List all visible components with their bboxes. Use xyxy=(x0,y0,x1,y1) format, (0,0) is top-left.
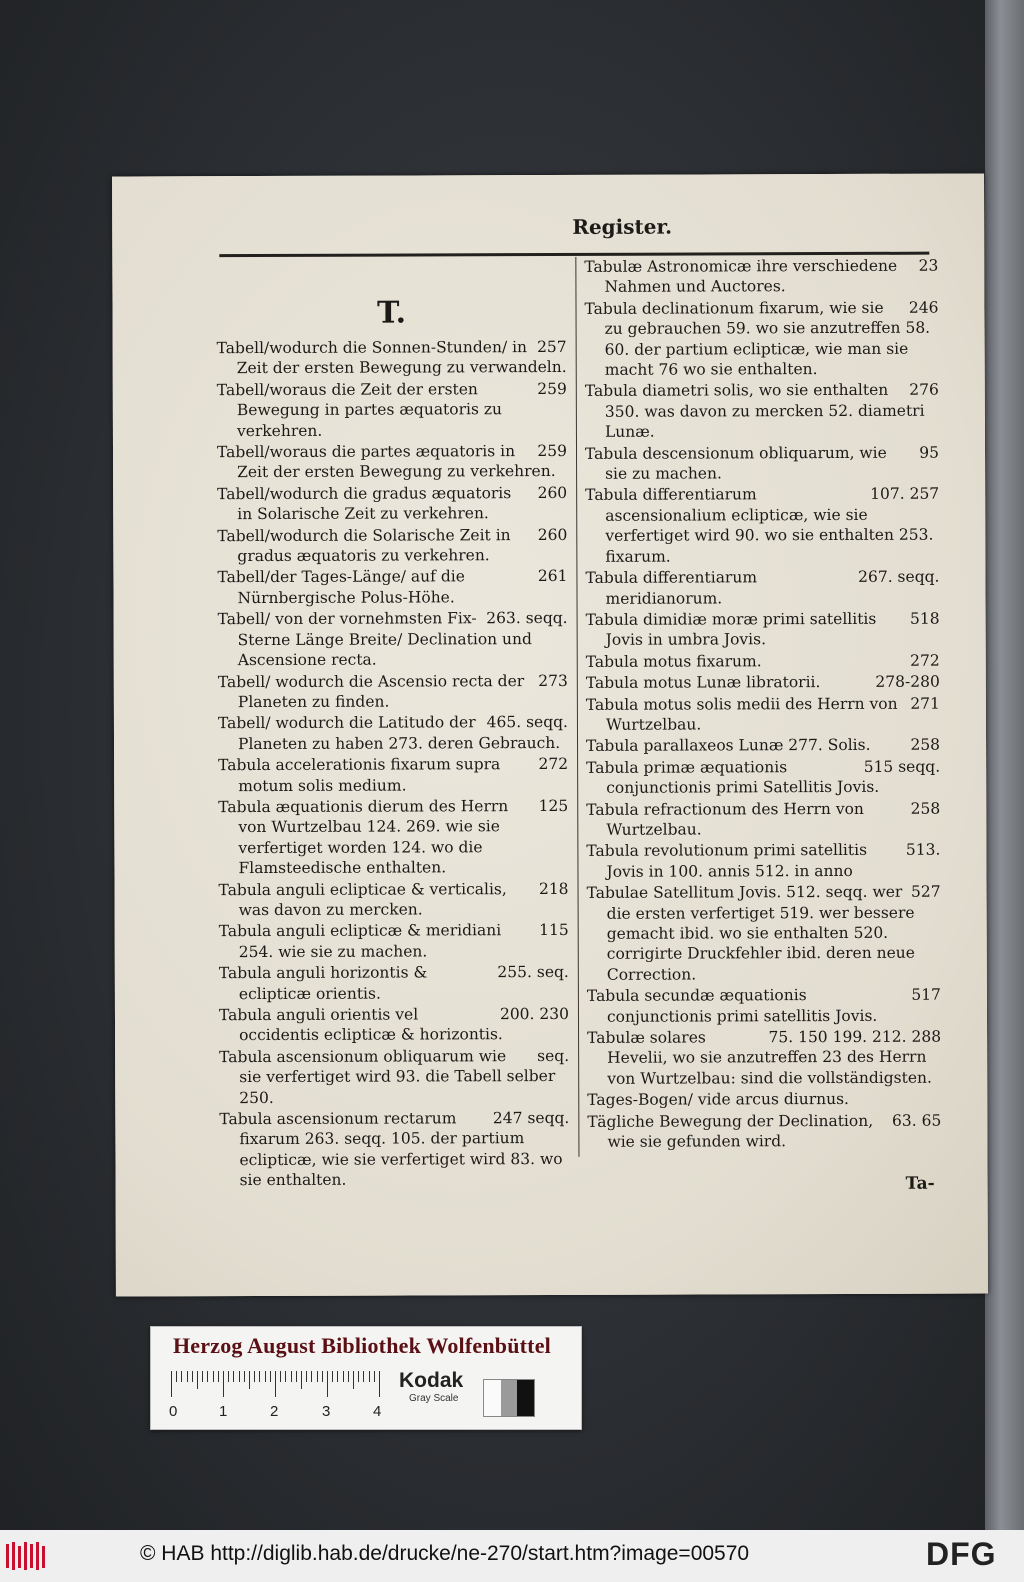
entry-text: Tabula anguli eclipticæ & meridiani 254. wie sie zu machen. xyxy=(218,921,502,961)
running-header: Register. xyxy=(572,214,673,239)
ruler-tick xyxy=(363,1371,364,1382)
swatch-black xyxy=(517,1380,534,1416)
ruler-tick xyxy=(348,1371,349,1382)
entry-page-ref: 23 xyxy=(918,256,939,275)
index-entry xyxy=(587,882,941,985)
entry-page-ref: 263. seqq. xyxy=(486,609,568,628)
entry-text: Tabulæ solares Hevelii, wo sie anzutreffen 23 des Herrn von Wurtzelbau: sind die vollständigsten. xyxy=(587,1028,932,1088)
index-entry xyxy=(586,756,940,798)
ruler-tick xyxy=(327,1371,328,1397)
index-entry xyxy=(218,796,568,879)
ruler-tick xyxy=(311,1371,312,1382)
entry-page-ref: 272 xyxy=(538,755,569,774)
ruler-tick xyxy=(254,1371,255,1382)
entry-page-ref: 272 xyxy=(910,651,940,670)
index-entry xyxy=(218,712,568,754)
index-entry xyxy=(219,1004,569,1046)
entry-text: Tägliche Bewegung der Declination, wie sie gefunden wird. xyxy=(587,1111,874,1151)
entry-text: Tabula accelerationis fixarum supra motum solis medium. xyxy=(218,755,501,795)
entry-text: Tabula anguli orientis vel occidentis eclipticæ & horizontis. xyxy=(218,1005,503,1045)
entry-text: Tabell/ wodurch die Ascensio recta der Planeten zu finden. xyxy=(217,671,525,711)
ruler-tick xyxy=(228,1371,229,1382)
swatch-white xyxy=(484,1380,501,1416)
ruler-tick xyxy=(259,1371,260,1382)
index-entry xyxy=(586,798,940,840)
entry-page-ref: 125 xyxy=(538,796,569,815)
index-entry xyxy=(585,567,939,609)
ruler-tick xyxy=(192,1371,193,1382)
ruler-tick xyxy=(213,1371,214,1382)
viewer-footer xyxy=(0,1530,1024,1582)
entry-text: Tabula primæ æquationis conjunctionis primi Satellitis Jovis. xyxy=(586,757,880,797)
ruler-tick xyxy=(379,1371,380,1397)
ruler-number: 4 xyxy=(373,1403,382,1420)
entry-text: Tabula motus Lunæ libratorii. xyxy=(585,673,821,692)
index-entry xyxy=(587,985,941,1027)
entry-text: Tabula revolutionum primi satellitis Jovis in 100. annis 512. in anno xyxy=(586,841,868,881)
ruler-tick xyxy=(291,1371,292,1382)
adjacent-page-edge xyxy=(985,0,1024,1540)
entry-page-ref: 527 xyxy=(910,882,941,901)
ruler-tick xyxy=(374,1371,375,1382)
index-entry xyxy=(587,1110,941,1152)
entry-page-ref: 257 xyxy=(537,337,567,357)
ruler-tick xyxy=(332,1371,333,1382)
entry-text: Tabulæ Astronomicæ ihre verschiedene Nahmen und Auctores. xyxy=(584,256,898,297)
index-entry xyxy=(217,379,567,441)
entry-text: Tabell/wodurch die Solarische Zeit in gradus æquatoris zu verkehren. xyxy=(217,525,511,566)
ruler-scale xyxy=(171,1371,381,1397)
ruler-tick xyxy=(275,1371,276,1397)
entry-text: Tabell/wodurch die gradus æquatoris in Solarische Zeit zu verkehren. xyxy=(217,483,512,524)
ruler-tick xyxy=(202,1371,203,1382)
ruler-tick xyxy=(197,1371,198,1389)
index-entry xyxy=(586,650,940,672)
entry-page-ref: 515 seqq. xyxy=(863,757,941,776)
column-divider xyxy=(575,257,579,1157)
entry-text: Tabula secundæ æquationis conjunctionis primi satellitis Jovis. xyxy=(586,986,878,1026)
entry-text: Tabell/der Tages-Länge/ auf die Nürnbergische Polus-Höhe. xyxy=(217,567,465,607)
ruler-tick xyxy=(285,1371,286,1382)
entry-text: Tabula parallaxeos Lunæ 277. Solis. xyxy=(586,736,871,756)
entry-text: Tabula motus fixarum. xyxy=(585,651,762,671)
index-entry xyxy=(585,484,939,567)
index-entry xyxy=(218,608,568,670)
copyright-link[interactable]: © HAB http://diglib.hab.de/drucke/ne-270/start.htm?image=00570 xyxy=(140,1542,750,1565)
entry-page-ref: 276 xyxy=(909,381,939,400)
index-entry xyxy=(217,566,567,608)
ruler-tick xyxy=(239,1371,240,1382)
entry-page-ref: 259 xyxy=(537,441,568,461)
dfg-logo: DFG xyxy=(926,1536,997,1572)
gray-scale-label: Gray Scale xyxy=(409,1393,459,1404)
ruler-tick xyxy=(171,1371,172,1397)
entry-page-ref: 273 xyxy=(538,671,568,690)
entry-page-ref: 261 xyxy=(537,567,568,586)
entry-page-ref: 258 xyxy=(910,735,941,755)
entry-text: Tabula motus solis medii des Herrn von Wurtzelbau. xyxy=(585,694,898,734)
index-entry xyxy=(586,840,940,882)
ruler-tick xyxy=(223,1371,224,1397)
entry-text: Tabula declinationum fixarum, wie sie zu gebrauchen 59. wo sie anzutreffen 58. 60. der partium eclipticæ, wie man sie macht 76 wo sie enthalten. xyxy=(584,298,931,379)
ruler-tick xyxy=(176,1371,177,1382)
ruler-tick xyxy=(369,1371,370,1382)
entry-page-ref: 95 xyxy=(919,443,940,462)
entry-page-ref: seq. xyxy=(537,1046,570,1065)
ruler-tick xyxy=(207,1371,208,1382)
ruler-tick xyxy=(358,1371,359,1382)
index-entry xyxy=(585,442,939,484)
index-entry xyxy=(217,441,567,483)
entry-text: Tabula diametri solis, wo sie enthalten 350. was davon zu mercken 52. diametri Lunæ. xyxy=(584,381,925,442)
entry-text: Tabell/woraus die Zeit der ersten Bewegung in partes æquatoris zu verkehren. xyxy=(216,380,503,440)
ruler-tick xyxy=(317,1371,318,1382)
ruler-tick xyxy=(233,1371,234,1382)
index-entry xyxy=(585,380,939,442)
entry-text: Tabell/ wodurch die Latitudo der Planeten zu haben 273. deren Gebrauch. xyxy=(217,713,561,753)
entry-page-ref: 517 xyxy=(911,985,941,1004)
index-entry xyxy=(217,337,567,379)
left-entry-list xyxy=(217,337,570,1191)
entry-page-ref: 107. 257 xyxy=(870,485,940,504)
index-entry xyxy=(584,297,938,380)
swatch-gray xyxy=(501,1380,518,1416)
ruler-tick xyxy=(244,1371,245,1382)
catchword: Ta- xyxy=(905,1173,935,1194)
entry-text: Tabell/ von der vornehmsten Fix-Sterne Länge Breite/ Declination und Ascensione recta. xyxy=(217,609,532,670)
ruler-number: 3 xyxy=(322,1403,331,1420)
index-entry xyxy=(217,525,567,567)
entry-text: Tabula refractionum des Herrn von Wurtzelbau. xyxy=(586,799,864,839)
entry-text: Tabell/wodurch die Sonnen-Stunden/ in Zeit der ersten Bewegung zu verwandeln. xyxy=(216,338,567,378)
index-entry xyxy=(217,483,567,525)
entry-page-ref: 63. 65 xyxy=(892,1111,942,1130)
right-entry-list xyxy=(584,256,941,1153)
ruler-tick xyxy=(270,1371,271,1382)
left-column xyxy=(216,295,569,1192)
ruler-number: 2 xyxy=(270,1403,279,1420)
entry-page-ref: 258 xyxy=(910,799,941,818)
entry-page-ref: 247 seqq. xyxy=(492,1108,570,1128)
index-entry xyxy=(218,670,568,712)
entry-page-ref: 115 xyxy=(539,921,569,940)
index-entry xyxy=(587,1089,941,1111)
ruler-tick xyxy=(187,1371,188,1382)
entry-page-ref: 513. xyxy=(905,841,941,860)
ruler-tick xyxy=(306,1371,307,1382)
index-entry xyxy=(584,256,938,298)
index-entry xyxy=(219,1108,569,1191)
index-entry xyxy=(219,920,569,962)
entry-page-ref: 260 xyxy=(537,525,568,544)
entry-text: Tages-Bogen/ vide arcus diurnus. xyxy=(587,1090,849,1110)
ruler-tick xyxy=(337,1371,338,1382)
section-letter: T. xyxy=(377,295,407,331)
entry-text: Tabula differentiarum meridianorum. xyxy=(585,568,758,608)
entry-text: Tabula æquationis dierum des Herrn von Wurtzelbau 124. 269. wie sie verfertiget worden 124. wo die Flamsteedische enthalten. xyxy=(218,797,509,878)
entry-text: Tabula ascensionum rectarum fixarum 263. seqq. 105. der partium eclipticæ, wie sie verfertiget wird 83. wo sie enthalten. xyxy=(219,1109,563,1190)
entry-text: Tabulae Satellitum Jovis. 512. seqq. wer die ersten verfertiget 519. wer bessere gemacht ibid. wo sie enthalten 520. corrigirte Druckfehler ibid. deren neue Correction. xyxy=(586,882,915,984)
entry-page-ref: 246 xyxy=(908,298,939,317)
ruler-tick xyxy=(249,1371,250,1389)
entry-text: Tabula anguli eclipticae & verticalis, was davon zu mercken. xyxy=(218,879,507,920)
card-title: Herzog August Bibliothek Wolfenbüttel xyxy=(173,1333,551,1358)
ruler-tick xyxy=(301,1371,302,1389)
index-entry xyxy=(587,1027,941,1089)
index-entry xyxy=(218,754,568,796)
entry-text: Tabula descensionum obliquarum, wie sie zu machen. xyxy=(584,443,887,483)
ruler-tick xyxy=(353,1371,354,1389)
entry-page-ref: 259 xyxy=(537,379,567,398)
index-entry xyxy=(219,962,569,1004)
entry-page-ref: 518 xyxy=(909,609,940,628)
index-entry xyxy=(586,693,940,735)
entry-text: Tabula ascensionum obliquarum wie sie verfertiget wird 93. die Tabell selber 250. xyxy=(219,1046,556,1107)
entry-text: Tabell/woraus die partes æquatoris in Zeit der ersten Bewegung zu verkehren. xyxy=(216,442,556,482)
index-entry xyxy=(219,878,569,920)
ruler-number: 1 xyxy=(219,1403,228,1420)
entry-page-ref: 255. seq. xyxy=(497,963,569,982)
entry-page-ref: 260 xyxy=(537,483,568,502)
entry-page-ref: 271 xyxy=(910,694,940,713)
right-column xyxy=(584,256,941,1154)
entry-text: Tabula differentiarum ascensionalium eclipticæ, wie sie verfertiget wird 90. wo sie enthalten 253. fixarum. xyxy=(585,485,934,566)
entry-page-ref: 200. 230 xyxy=(499,1004,570,1024)
index-entry xyxy=(586,735,940,757)
ruler-tick xyxy=(265,1371,266,1382)
library-color-card xyxy=(150,1326,582,1430)
entry-page-ref: 75. 150 199. 212. 288 xyxy=(768,1027,942,1047)
ruler-tick xyxy=(280,1371,281,1382)
index-entry xyxy=(586,609,940,651)
gray-swatches xyxy=(483,1379,535,1417)
entry-text: Tabula dimidiæ moræ primi satellitis Jovis in umbra Jovis. xyxy=(585,609,877,650)
entry-page-ref: 465. seqq. xyxy=(486,713,568,732)
ruler-tick xyxy=(218,1371,219,1382)
entry-page-ref: 278-280 xyxy=(875,672,940,691)
book-page xyxy=(112,173,988,1296)
entry-page-ref: 218 xyxy=(538,879,569,898)
ruler-tick xyxy=(343,1371,344,1382)
ruler-tick xyxy=(322,1371,323,1382)
index-entry xyxy=(219,1046,569,1108)
entry-text: Tabula anguli horizontis & eclipticæ orientis. xyxy=(218,963,428,1003)
kodak-logo: Kodak xyxy=(399,1369,464,1392)
entry-page-ref: 267. seqq. xyxy=(858,567,940,587)
ruler-number: 0 xyxy=(169,1403,178,1420)
index-entry xyxy=(586,672,940,694)
ruler-tick xyxy=(181,1371,182,1382)
ruler-tick xyxy=(296,1371,297,1382)
hab-logo-icon xyxy=(4,1540,48,1572)
